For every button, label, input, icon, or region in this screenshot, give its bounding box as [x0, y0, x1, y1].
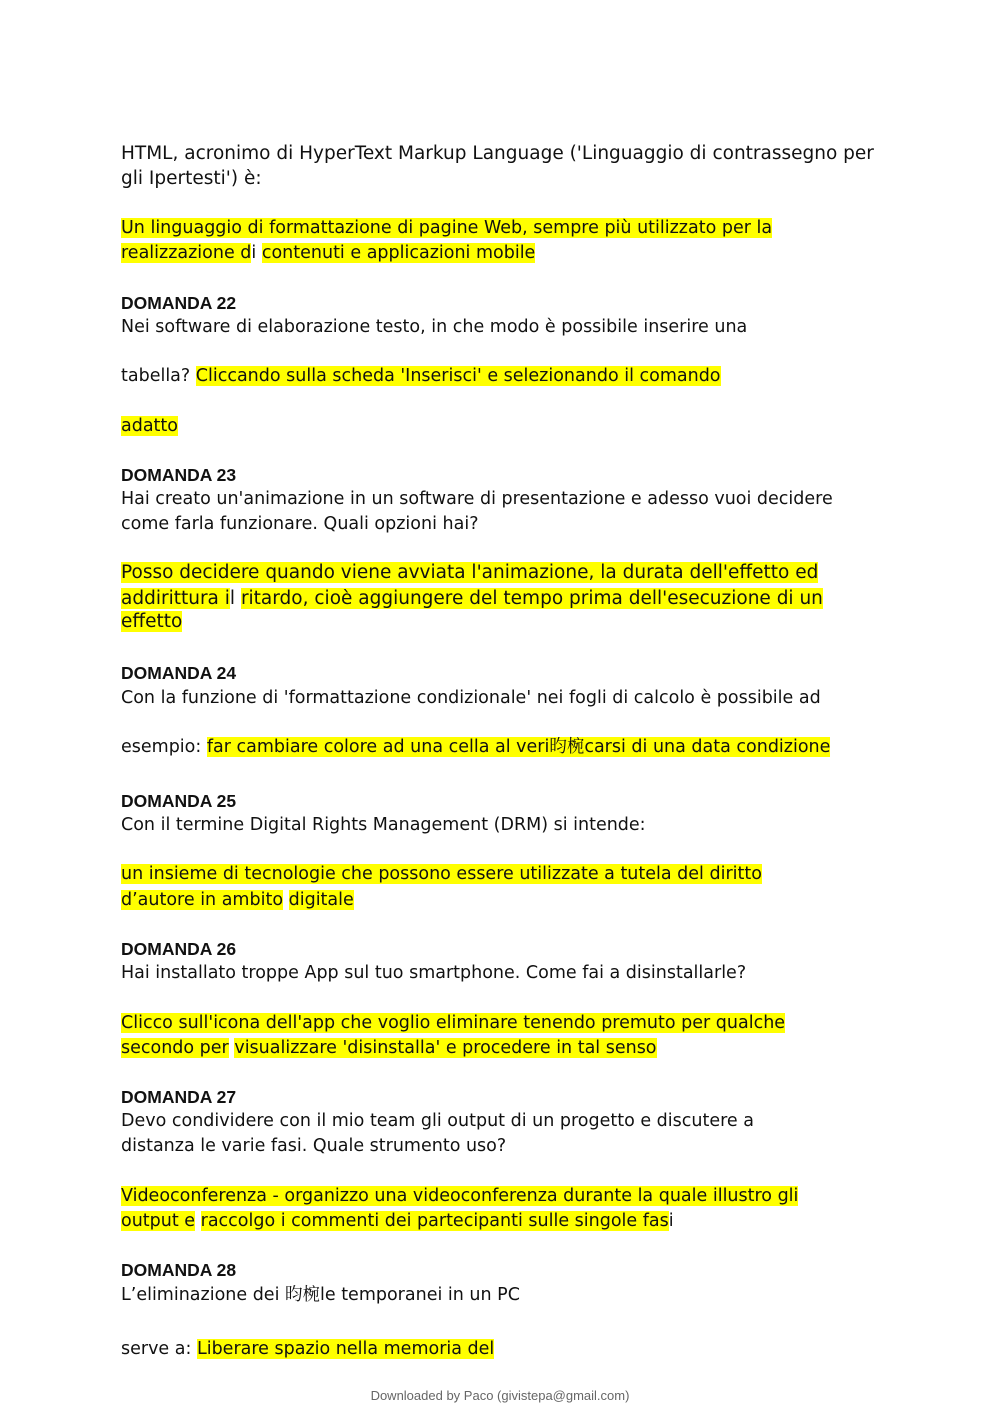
question-28-text-2: [121, 1337, 494, 1361]
question-24-text-1: Con la funzione di 'formattazione condizionale' nei fogli di calcolo è possibile ad: [121, 688, 821, 708]
answer-highlight: output e: [121, 1211, 196, 1231]
question-26-answer-2: [121, 1036, 657, 1060]
question-label-23: DOMANDA 23: [121, 465, 237, 485]
answer-highlight: contenuti e applicazioni mobile: [261, 243, 536, 263]
question-28-text-1: L’eliminazione dei 昀椀le temporanei in un PC: [121, 1285, 520, 1305]
question-25-answer-1: [121, 862, 762, 886]
question-22-text-2: [121, 364, 721, 388]
answer-highlight: Cliccando sulla scheda 'Inserisci' e selezionando il comando: [195, 366, 721, 386]
question-27-text-1: Devo condividere con il mio team gli output di un progetto e discutere a: [121, 1111, 754, 1131]
question-27-answer-1: [121, 1184, 798, 1208]
question-26-answer-1: [121, 1011, 785, 1035]
question-label-27: DOMANDA 27: [121, 1087, 237, 1107]
question-label-25: DOMANDA 25: [121, 791, 237, 811]
answer-highlight: visualizzare 'disinstalla' e procedere in tal senso: [234, 1038, 657, 1058]
question-22-answer-2: [121, 414, 178, 438]
question-label-22: DOMANDA 22: [121, 293, 237, 313]
answer-highlight: raccolgo i commenti dei partecipanti sulle singole fas: [200, 1211, 669, 1231]
answer-plain-text: i: [251, 243, 262, 263]
question-27-answer-2: [121, 1209, 674, 1233]
question-23-text-1: Hai creato un'animazione in un software di presentazione e adesso vuoi decidere: [121, 489, 833, 509]
answer-highlight: Un linguaggio di formattazione di pagine Web, sempre più utilizzato per la: [121, 218, 773, 238]
question-23-answer-3: [121, 610, 182, 634]
answer-highlight: d’autore in ambito: [121, 890, 284, 910]
question-text: esempio:: [121, 737, 207, 757]
intro-answer-line-1: [121, 216, 772, 240]
download-footer: Downloaded by Paco (givistepa@gmail.com): [370, 1388, 630, 1403]
answer-plain-text: i: [668, 1211, 674, 1231]
answer-highlight: Videoconferenza - organizzo una videoconferenza durante la quale illustro gli: [121, 1186, 799, 1206]
question-25-answer-2: [121, 888, 354, 912]
question-24-text-2: [121, 735, 830, 759]
intro-question-line-1: HTML, acronimo di HyperText Markup Language ('Linguaggio di contrassegno per: [121, 143, 874, 164]
answer-highlight: digitale: [288, 890, 354, 910]
answer-highlight: effetto: [121, 611, 183, 632]
question-label-28: DOMANDA 28: [121, 1260, 237, 1280]
question-22-text-1: Nei software di elaborazione testo, in che modo è possibile inserire una: [121, 317, 748, 337]
answer-plain-text: l: [229, 588, 241, 609]
question-label-26: DOMANDA 26: [121, 939, 237, 959]
question-label-24: DOMANDA 24: [121, 663, 237, 683]
question-26-text-1: Hai installato troppe App sul tuo smartphone. Come fai a disinstallarle?: [121, 963, 747, 983]
answer-highlight: far cambiare colore ad una cella al veri昀椀carsi di una data condizione: [206, 737, 831, 757]
question-23-answer-2: [121, 587, 823, 611]
answer-highlight: Clicco sull'icona dell'app che voglio eliminare tenendo premuto per qualche: [121, 1013, 786, 1033]
intro-answer-line-2: [121, 241, 535, 265]
answer-highlight: Liberare spazio nella memoria del: [196, 1339, 495, 1359]
intro-question-line-2: gli Ipertesti') è:: [121, 168, 262, 189]
question-23-text-2: come farla funzionare. Quali opzioni hai?: [121, 514, 479, 534]
answer-highlight: Posso decidere quando viene avviata l'animazione, la durata dell'effetto ed: [121, 562, 819, 583]
answer-highlight: addirittura i: [121, 588, 230, 609]
question-text: serve a:: [121, 1339, 197, 1359]
question-25-text-1: Con il termine Digital Rights Management (DRM) si intende:: [121, 815, 646, 835]
question-text: tabella?: [121, 366, 196, 386]
answer-highlight: realizzazione d: [121, 243, 252, 263]
answer-highlight: ritardo, cioè aggiungere del tempo prima dell'esecuzione di un: [240, 588, 823, 609]
question-27-text-2: distanza le varie fasi. Quale strumento uso?: [121, 1136, 507, 1156]
question-23-answer-1: [121, 561, 818, 585]
answer-highlight: un insieme di tecnologie che possono essere utilizzate a tutela del diritto: [121, 864, 762, 884]
answer-highlight: secondo per: [121, 1038, 229, 1058]
answer-highlight: adatto: [121, 416, 178, 436]
